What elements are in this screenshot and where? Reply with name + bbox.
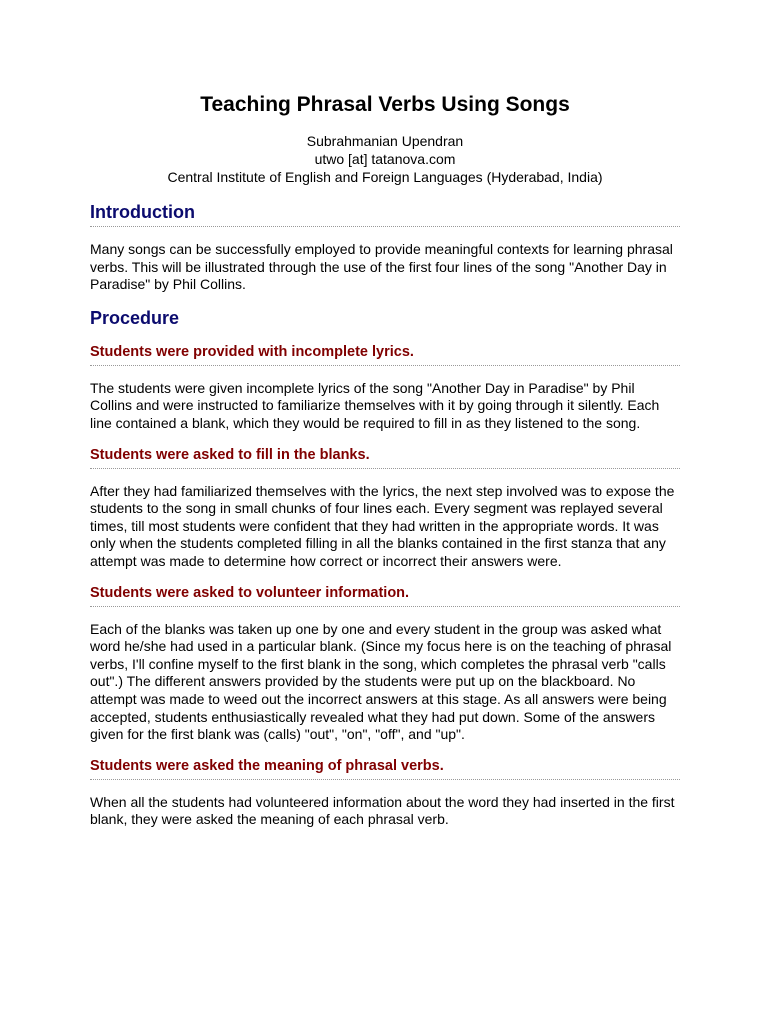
step-paragraph-volunteer-information: Each of the blanks was taken up one by one and every student in the group was asked what word he/she had used in a particular blank. (Since my focus here is on the teaching of phrasal verbs, I'll confine myself to the first blank in the song, which completes the phrasal verb "calls out".) The different answers provided by the students were put up on the blackboard. No attempt was made to weed out the incorrect answers at this stage. As all answers were being accepted, students enthusiastically revealed what they had put down. Some of the answers given for the first blank was (calls) "out", "on", "off", and "up". — [90, 620, 672, 743]
section-heading-introduction: Introduction — [90, 200, 680, 227]
author-block — [90, 132, 680, 186]
section-heading-procedure: Procedure — [90, 307, 180, 328]
step-heading-fill-blanks: Students were asked to fill in the blanks. — [90, 445, 680, 469]
author-name: Subrahmanian Upendran — [306, 133, 464, 149]
step-heading-volunteer-information: Students were asked to volunteer information. — [90, 583, 680, 607]
author-affiliation: Central Institute of English and Foreign Languages (Hyderabad, India) — [167, 169, 603, 185]
author-email: utwo [at] tatanova.com — [314, 151, 456, 167]
step-heading-meaning-phrasal-verbs: Students were asked the meaning of phrasal verbs. — [90, 756, 680, 780]
step-paragraph-incomplete-lyrics: The students were given incomplete lyrics of the song "Another Day in Paradise" by Phil Collins and were instructed to familiarize themselves with it by going through it silently. Each line contained a blank, which they would be required to fill in as they listened to the song. — [90, 379, 660, 431]
introduction-paragraph: Many songs can be successfully employed to provide meaningful contexts for learning phrasal verbs. This will be illustrated through the use of the first four lines of the song "Another Day in Paradise" by Phil Collins. — [90, 241, 673, 293]
step-paragraph-fill-blanks: After they had familiarized themselves with the lyrics, the next step involved was to expose the students to the song in small chunks of four lines each. Every segment was replayed several times, till most students were confident that they had written in the appropriate words. It was only when the students completed filling in all the blanks contained in the first stanza that any attempt was made to determine how correct or incorrect their answers were. — [90, 482, 675, 569]
document-title: Teaching Phrasal Verbs Using Songs — [200, 93, 570, 116]
document-page — [90, 90, 680, 829]
step-heading-incomplete-lyrics: Students were provided with incomplete lyrics. — [90, 342, 680, 366]
step-paragraph-meaning-phrasal-verbs: When all the students had volunteered information about the word they had inserted in the first blank, they were asked the meaning of each phrasal verb. — [90, 793, 675, 828]
